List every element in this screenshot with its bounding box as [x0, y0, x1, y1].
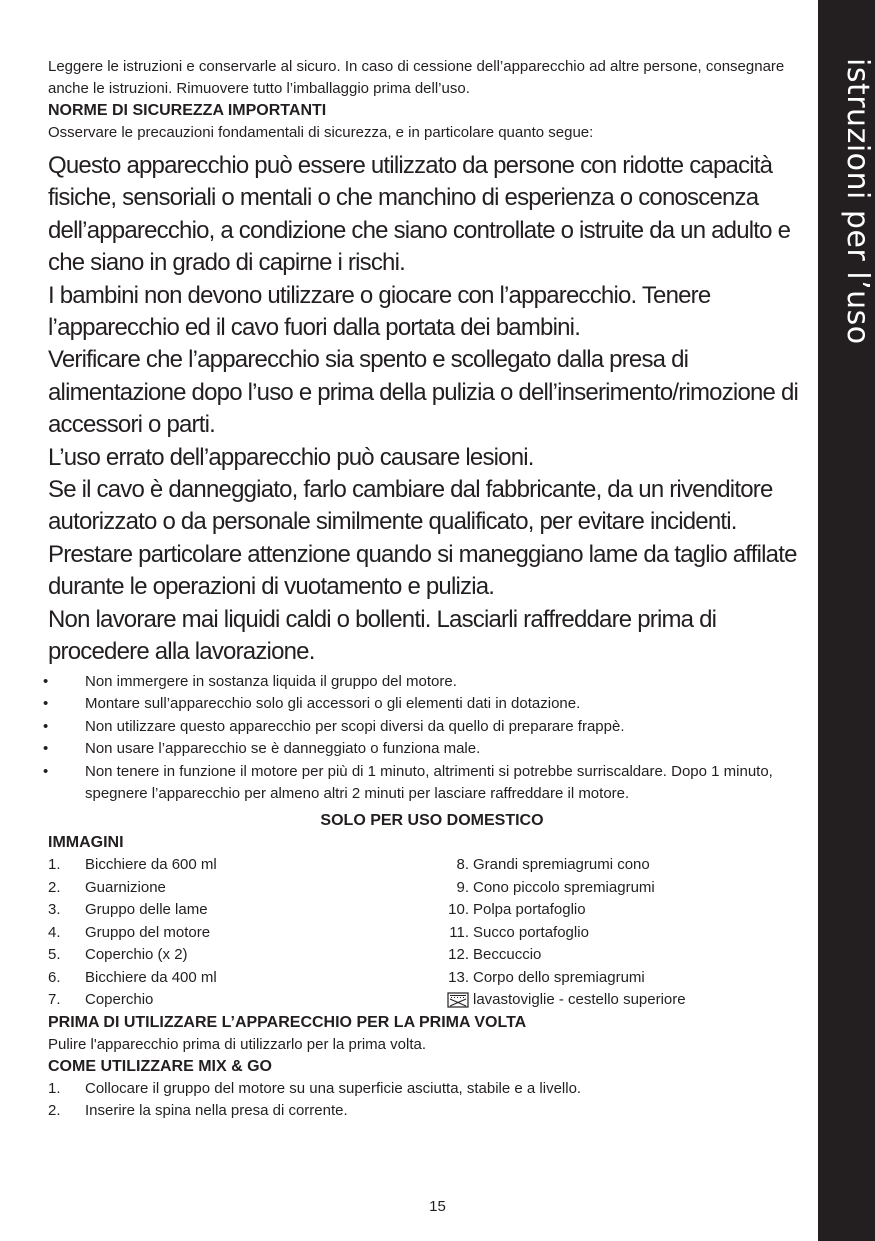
warning-5: Se il cavo è danneggiato, farlo cambiare dal fabbricante, da un rivenditore autorizzato o da personale similmente qualificato, per evitare incidenti.	[48, 476, 773, 536]
side-tab	[818, 0, 875, 1241]
list-item: 8. Grandi spremiagrumi cono	[456, 856, 650, 874]
warning-2: I bambini non devono utilizzare o giocare con l’apparecchio. Tenere l’apparecchio ed il cavo fuori dalla portata dei bambini.	[48, 281, 711, 342]
bullet-item: • Non immergere in sostanza liquida il gruppo del motore.	[48, 671, 816, 694]
images-heading: IMMAGINI	[48, 834, 124, 852]
parts-column-right	[432, 854, 816, 1012]
list-item: 12. Beccuccio	[448, 946, 542, 964]
bullet-mark: •	[43, 740, 49, 758]
dishwasher-icon	[447, 992, 469, 1008]
safety-lead: Osservare le precauzioni fondamentali di sicurezza, e in particolare quanto segue:	[48, 124, 594, 141]
list-item: 1. Bicchiere da 600 ml	[48, 856, 217, 874]
bullet-mark: •	[43, 717, 49, 735]
bullet-mark: •	[43, 762, 49, 780]
list-item: 9. Cono piccolo spremiagrumi	[456, 878, 655, 896]
list-item: 1. Collocare il gruppo del motore su una superficie asciutta, stabile e a livello.	[48, 1079, 582, 1097]
list-item: 13. Corpo dello spremiagrumi	[448, 968, 645, 986]
safety-bullets	[43, 671, 816, 807]
bullet-item: • Non utilizzare questo apparecchio per scopi diversi da quello di preparare frappè.	[48, 716, 816, 739]
warning-1: Questo apparecchio può essere utilizzato da persone con ridotte capacità fisiche, sensoriali o mentali o che manchino di esperienza o conoscenza dell’apparecchio, a condizione che siano controllate o istruite da un adulto e che siano in grado di capirne i rischi.	[48, 152, 791, 277]
list-item: 6. Bicchiere da 400 ml	[48, 968, 217, 986]
safety-warnings	[48, 150, 816, 669]
bullet-item: • Montare sull’apparecchio solo gli accessori o gli elementi dati in dotazione.	[48, 693, 816, 716]
parts-column-left	[48, 854, 432, 1012]
how-to-heading: COME UTILIZZARE MIX & GO	[48, 1057, 272, 1075]
list-item: 3. Gruppo delle lame	[48, 901, 208, 919]
warning-4: L’uso errato dell’apparecchio può causare lesioni.	[48, 443, 534, 471]
warning-6: Prestare particolare attenzione quando si maneggiano lame da taglio affilate durante le operazioni di vuotamento e pulizia.	[48, 540, 797, 601]
first-use-heading: PRIMA DI UTILIZZARE L’APPARECCHIO PER LA PRIMA VOLTA	[48, 1013, 527, 1031]
first-use-text: Pulire l'apparecchio prima di utilizzarlo per la prima volta.	[48, 1035, 427, 1053]
list-item: 5. Coperchio (x 2)	[48, 946, 188, 964]
list-item: lavastoviglie - cestello superiore	[432, 989, 816, 1012]
warning-3: Verificare che l’apparecchio sia spento e scollegato dalla presa di alimentazione dopo l’uso e prima della pulizia o dell’inserimento/rimozione di accessori o parti.	[48, 346, 799, 439]
list-item: 2. Inserire la spina nella presa di corrente.	[48, 1102, 348, 1120]
list-item: 7. Coperchio	[48, 991, 154, 1009]
list-item: 10. Polpa portafoglio	[448, 901, 586, 919]
side-tab-label: istruzioni per l’uso	[840, 58, 875, 345]
intro-text: Leggere le istruzioni e conservarle al sicuro. In caso di cessione dell’apparecchio ad altre persone, consegnare anche le istruzioni. Rimuovere tutto l’imballaggio prima dell’uso.	[48, 58, 785, 97]
list-item: 2. Guarnizione	[48, 878, 166, 896]
list-item: 4. Gruppo del motore	[48, 923, 211, 941]
warning-7: Non lavorare mai liquidi caldi o bollenti. Lasciarli raffreddare prima di procedere alla lavorazione.	[48, 605, 717, 666]
bullet-mark: •	[43, 695, 49, 713]
safety-heading: NORME DI SICUREZZA IMPORTANTI	[48, 102, 327, 119]
page-content	[43, 56, 816, 1123]
bullet-item: • Non tenere in funzione il motore per più di 1 minuto, altrimenti si potrebbe surriscaldare. Dopo 1 minuto, spegnere l’apparecchio per almeno altri 2 minuti per lasciare raffreddare il motore.	[43, 762, 773, 803]
bullet-item: • Non usare l’apparecchio se è danneggiato o funziona male.	[48, 738, 816, 761]
parts-list	[48, 854, 816, 1012]
how-to-steps	[48, 1078, 816, 1123]
list-item: 11. Succo portafoglio	[449, 923, 589, 941]
domestic-use-heading: SOLO PER USO DOMESTICO	[320, 812, 544, 830]
bullet-mark: •	[43, 672, 49, 690]
page-number: 15	[429, 1198, 446, 1215]
